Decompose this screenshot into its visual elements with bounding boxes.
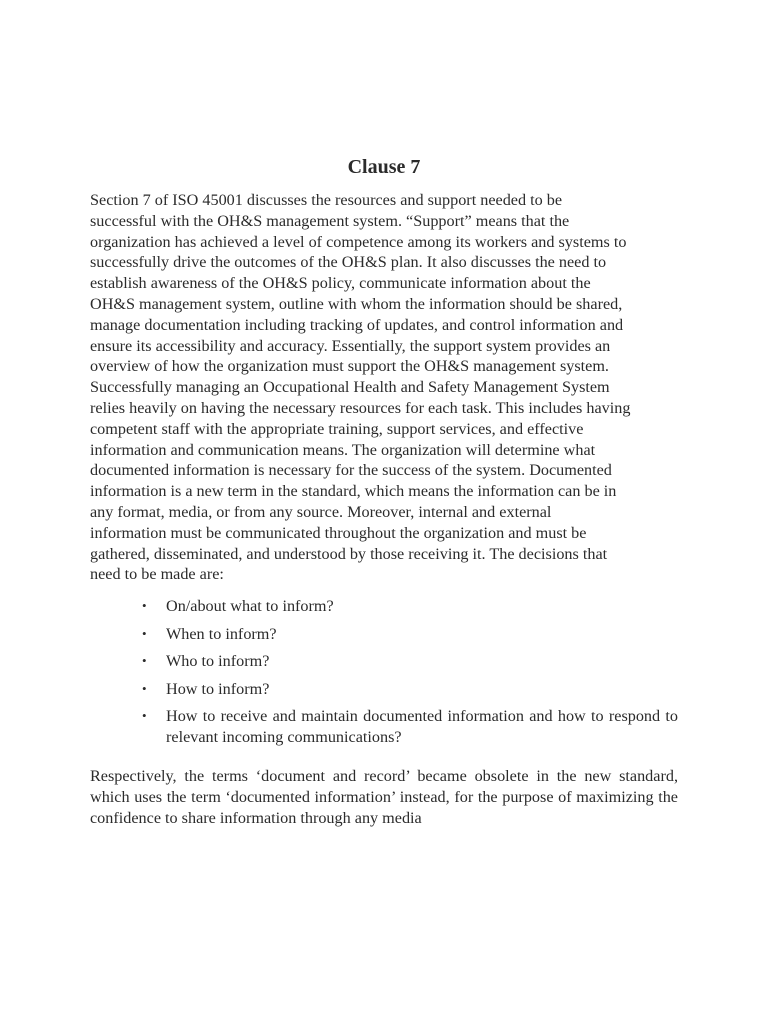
body-paragraph — [90, 190, 685, 585]
list-item — [90, 596, 678, 617]
list-item-text: How to inform? — [166, 679, 270, 698]
body-line: Successfully managing an Occupational Health and Safety Management System — [90, 378, 610, 397]
bullet-icon: • — [142, 653, 147, 669]
body-line: ensure its accessibility and accuracy. Essentially, the support system provides an — [90, 336, 611, 355]
body-line: information must be communicated throughout the organization and must be — [90, 523, 587, 542]
body-line: establish awareness of the OH&S policy, communicate information about the — [90, 274, 591, 293]
bullet-icon: • — [142, 625, 147, 641]
body-line: manage documentation including tracking of updates, and control information and — [90, 315, 624, 334]
list-item — [90, 651, 678, 672]
body-line: information is a new term in the standard, which means the information can be in — [90, 482, 617, 501]
list-item — [90, 706, 678, 748]
list-item-text: When to inform? — [166, 624, 277, 643]
page-title: Clause 7 — [347, 156, 421, 178]
list-item — [90, 624, 678, 645]
body-line: Section 7 of ISO 45001 discusses the resources and support needed to be — [90, 191, 563, 209]
list-item — [90, 679, 678, 700]
body-line: relies heavily on having the necessary resources for each task. This includes having — [90, 398, 631, 417]
body-line: any format, media, or from any source. Moreover, internal and external — [90, 502, 552, 521]
list-item-text: How to receive and maintain documented information and how to respond to relevant incoming communications? — [166, 707, 678, 747]
bullet-icon: • — [142, 708, 147, 724]
body-line: successful with the OH&S management system. “Support” means that the — [90, 211, 570, 230]
closing-paragraph: Respectively, the terms ‘document and record’ became obsolete in the new standard, which uses the term ‘documented information’ instead, for the purpose of maximizing the confidence to share information through any media — [90, 767, 678, 827]
body-line: competent staff with the appropriate training, support services, and effective — [90, 419, 584, 438]
body-line: information and communication means. The organization will determine what — [90, 440, 596, 459]
decisions-list — [90, 596, 678, 755]
body-line: gathered, disseminated, and understood by those receiving it. The decisions that — [90, 544, 608, 563]
list-item-text: On/about what to inform? — [166, 597, 334, 615]
bullet-icon: • — [142, 680, 147, 696]
body-line: OH&S management system, outline with whom the information should be shared, — [90, 294, 623, 313]
list-item-text: Who to inform? — [166, 652, 270, 671]
body-line: documented information is necessary for the success of the system. Documented — [90, 461, 612, 480]
body-line: overview of how the organization must support the OH&S management system. — [90, 357, 609, 376]
bullet-icon: • — [142, 598, 147, 613]
body-line: need to be made are: — [90, 565, 224, 584]
body-line: successfully drive the outcomes of the OH&S plan. It also discusses the need to — [90, 253, 607, 272]
body-line: organization has achieved a level of competence among its workers and systems to — [90, 232, 627, 251]
